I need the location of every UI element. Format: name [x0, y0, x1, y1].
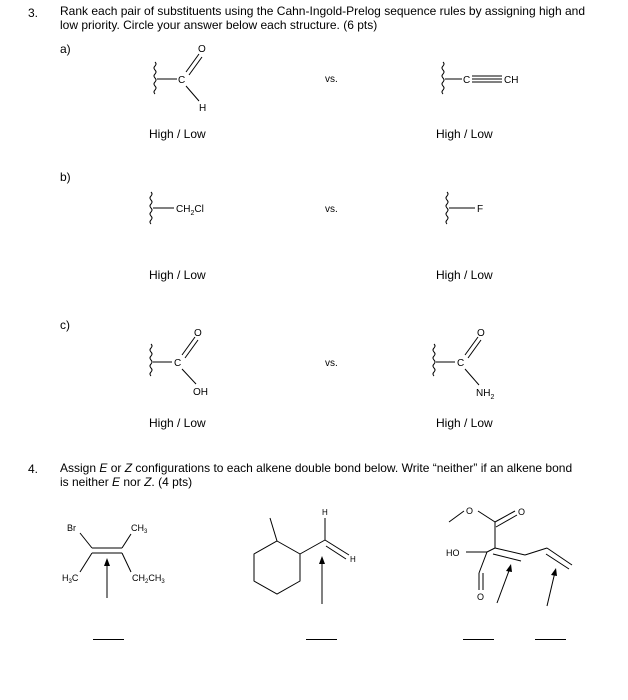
group-b-left-ch2cl: $CH_2Cl$ — [176, 204, 204, 217]
arrow-m1-head — [104, 558, 110, 566]
atom-m2-h-right: H — [350, 555, 356, 564]
arrow-m3-b-shaft — [547, 572, 555, 606]
bond-m3-co-1 — [495, 511, 515, 522]
atom-m3-ho: HO — [446, 548, 460, 558]
part-b-left-answer[interactable]: High / Low — [149, 268, 206, 282]
atom-m2-h-top: H — [322, 508, 328, 517]
bond-m2-methyl — [270, 518, 277, 541]
atom-m1-ethyl: $CH_2CH_3$ — [132, 573, 165, 585]
atom-a-left-h: H — [199, 103, 207, 114]
atom-c-left-oh: OH — [193, 387, 208, 398]
bond-c-right-cn — [465, 369, 479, 385]
question-4-number: 4. — [28, 462, 39, 476]
question-4-prompt-line2: is neither E nor Z. (4 pts) — [60, 475, 193, 489]
bond-m1-h3c — [80, 553, 92, 572]
bond-m2-vinyl — [300, 540, 325, 554]
bond-m3-ketone-chain — [479, 552, 487, 573]
arrow-m2-head — [319, 556, 325, 564]
part-c-vs: vs. — [325, 358, 338, 369]
part-a-right-answer[interactable]: High / Low — [436, 127, 493, 141]
atom-m1-br: Br — [67, 523, 76, 533]
bond-m3-vinyl-double-2 — [546, 554, 569, 569]
atom-m3-o-carbonyl: O — [518, 507, 526, 517]
wavy-bond-a-left — [154, 62, 156, 94]
atom-a-right-c: C — [463, 75, 471, 86]
arrow-m3-a-shaft — [497, 568, 510, 603]
part-a-left-answer[interactable]: High / Low — [149, 127, 206, 141]
bond-m3-o-c — [478, 511, 495, 522]
atom-c-right-c: C — [457, 358, 465, 369]
bond-m3-co-2 — [496, 515, 517, 527]
wavy-bond-a-right — [442, 62, 444, 94]
atom-a-right-ch: CH — [504, 75, 519, 86]
bond-m1-ethyl — [122, 553, 131, 572]
bond-a-left-ch — [186, 86, 199, 101]
atom-a-left-c: C — [178, 75, 186, 86]
part-c-label: c) — [60, 318, 70, 332]
atom-m1-h3c: $H_3C$ — [62, 573, 79, 585]
atom-b-right-f: F — [477, 204, 484, 215]
atom-c-right-o: O — [477, 328, 485, 339]
atom-c-right-nh2: $NH_2$ — [476, 388, 495, 401]
atom-m1-ch3: $CH_3$ — [131, 523, 148, 535]
wavy-bond-c-right — [433, 344, 435, 376]
bond-m3-ho-c — [487, 548, 495, 552]
part-c-right-answer[interactable]: High / Low — [436, 416, 493, 430]
bond-m1-ch3 — [122, 534, 131, 548]
wavy-bond-b-left — [150, 192, 152, 224]
wavy-bond-b-right — [446, 192, 448, 224]
atom-m3-o-bottom: O — [477, 592, 485, 602]
bond-m3-methoxy — [449, 511, 464, 522]
bond-m3-vinyl — [525, 548, 547, 555]
part-a-label: a) — [60, 42, 71, 56]
atom-c-left-o: O — [194, 328, 202, 339]
bond-m3-double-1 — [495, 548, 525, 555]
atom-a-left-o: O — [198, 44, 206, 55]
atom-c-left-c: C — [174, 358, 182, 369]
question-3-prompt-line1: Rank each pair of substituents using the Cahn-Ingold-Prelog sequence rules by assigning high and — [60, 4, 585, 18]
bond-m1-br — [80, 533, 92, 548]
bond-m3-double-2 — [493, 554, 521, 561]
ring-m2-cyclohexane — [254, 541, 300, 594]
part-a-vs: vs. — [325, 74, 338, 85]
bond-m2-double-2 — [326, 546, 346, 559]
question-3-number: 3. — [28, 6, 39, 20]
question-3-prompt-line2: low priority. Circle your answer below each structure. (6 pts) — [60, 18, 378, 32]
arrow-m3-a-head — [506, 564, 512, 572]
wavy-bond-c-left — [150, 344, 152, 376]
part-b-right-answer[interactable]: High / Low — [436, 268, 493, 282]
arrow-m3-b-head — [551, 568, 557, 576]
bond-c-left-coh — [182, 369, 196, 384]
part-b-vs: vs. — [325, 204, 338, 215]
question-4-prompt-line1: Assign E or Z configurations to each alkene double bond below. Write “neither” if an alkene bond — [60, 461, 573, 475]
part-b-label: b) — [60, 170, 71, 184]
part-c-left-answer[interactable]: High / Low — [149, 416, 206, 430]
atom-m3-o-ether: O — [466, 506, 474, 516]
